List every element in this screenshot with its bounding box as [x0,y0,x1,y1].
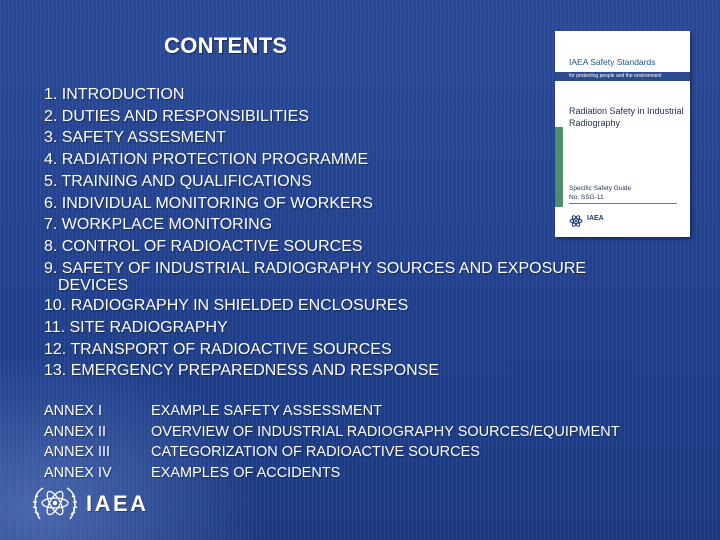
list-item: 7. WORKPLACE MONITORING [44,216,273,234]
book-cover-image [555,31,690,237]
list-item [44,258,684,294]
annex-title: EXAMPLE SAFETY ASSESSMENT [151,403,383,419]
cover-tagline-bar [555,72,690,81]
cover-series-title: IAEA Safety Standards [569,57,656,67]
annex-title: EXAMPLES OF ACCIDENTS [151,464,341,481]
atom-laurel-icon [30,483,80,525]
annex-row [44,442,620,463]
list-item: 1. INTRODUCTION [44,86,185,103]
divider [569,203,677,204]
list-item: 13. EMERGENCY PREPAREDNESS AND RESPONSE [44,362,440,380]
list-item: 12. TRANSPORT OF RADIOACTIVE SOURCES [44,340,392,358]
cover-logo [569,214,609,228]
cover-logo-text: IAEA [587,215,604,222]
list-item: 5. TRAINING AND QUALIFICATIONS [44,172,312,190]
atom-icon [569,214,583,228]
list-item: 4. RADIATION PROTECTION PROGRAMME [44,151,369,169]
list-item: 11. SITE RADIOGRAPHY [44,319,228,337]
annex-title: OVERVIEW OF INDUSTRIAL RADIOGRAPHY SOURCES/EQUIPMENT [151,423,620,440]
annex-label: ANNEX I [44,403,103,419]
cover-guide-type: Specific Safety Guide [569,185,632,192]
list-item: 6. INDIVIDUAL MONITORING OF WORKERS [44,194,373,212]
annex-label: ANNEX III [44,444,111,460]
list-item-continuation: DEVICES [58,277,129,295]
annex-title: CATEGORIZATION OF RADIOACTIVE SOURCES [151,444,480,460]
list-item-text: 9. SAFETY OF INDUSTRIAL RADIOGRAPHY SOURCES AND EXPOSURE [44,259,587,277]
annex-row [44,463,620,484]
cover-guide-info [569,184,679,202]
cover-guide-number: No. SSG-11 [569,194,604,201]
list-item: 3. SAFETY ASSESMENT [44,129,226,147]
annex-label: ANNEX II [44,423,107,440]
iaea-logo [30,483,180,525]
page-title: CONTENTS [164,33,288,58]
list-item: 8. CONTROL OF RADIOACTIVE SOURCES [44,237,363,255]
cover-accent-stripe [555,127,563,207]
list-item: 10. RADIOGRAPHY IN SHIELDED ENCLOSURES [44,297,409,315]
annex-list [44,401,620,483]
annex-label: ANNEX IV [44,464,112,481]
logo-text: IAEA [86,491,149,516]
cover-title: Radiation Safety in Industrial Radiography [569,106,684,128]
cover-tagline: for protecting people and the environment [569,73,662,79]
annex-row [44,401,620,422]
list-item: 2. DUTIES AND RESPONSIBILITIES [44,107,309,125]
annex-row [44,422,620,443]
